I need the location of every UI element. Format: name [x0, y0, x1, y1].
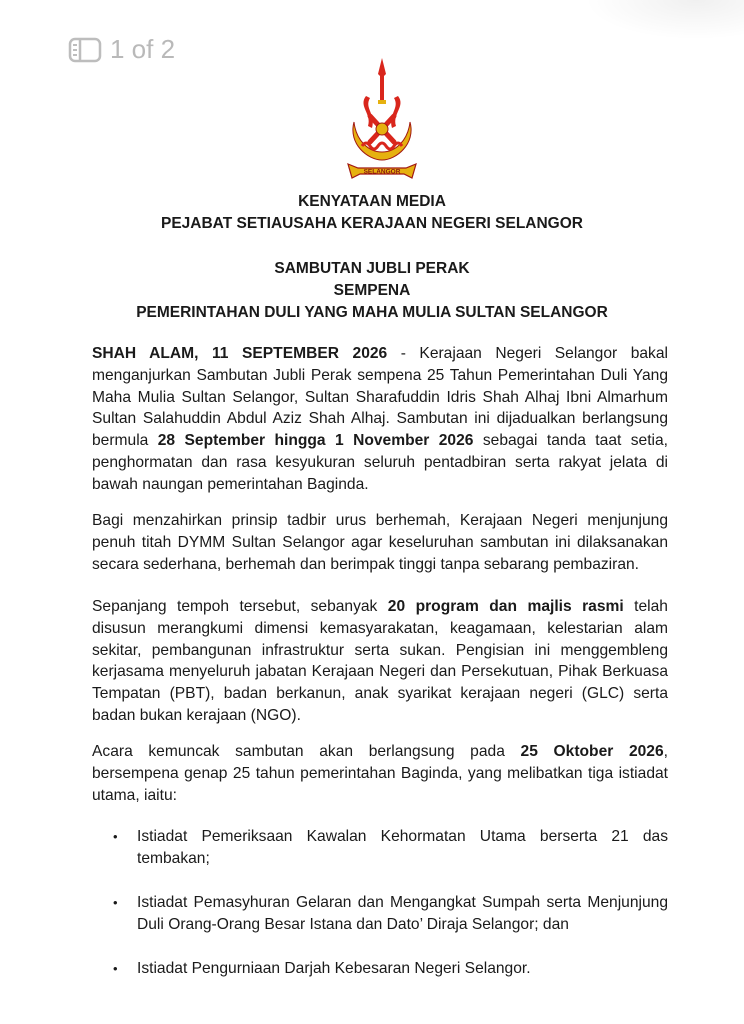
paragraph-4-text-a: Acara kemuncak sambutan akan berlangsung pada	[92, 743, 521, 760]
paragraph-3-text-a: Sepanjang tempoh tersebut, sebanyak	[92, 598, 388, 615]
ceremony-list	[92, 826, 668, 1002]
list-item-text: Istiadat Pemasyhuran Gelaran dan Mengangkat Sumpah serta Menjunjung Duli Orang-Orang Besar Istana dan Dato’ Diraja Selangor; dan	[137, 894, 668, 933]
dateline: SHAH ALAM, 11 SEPTEMBER 2026	[92, 345, 388, 362]
crest-banner-text: SELANGOR	[363, 168, 401, 176]
media-statement-heading	[0, 191, 744, 235]
corner-shadow	[584, 0, 744, 40]
list-item	[92, 958, 668, 980]
list-item	[92, 892, 668, 936]
list-item	[92, 826, 668, 870]
paragraph-2: Bagi menzahirkan prinsip tadbir urus berhemah, Kerajaan Negeri menjunjung penuh titah DYMM Sultan Selangor agar keseluruhan sambutan ini dilaksanakan secara sederhana, berhemah dan berimpak tinggi tanpa sebarang pembaziran.	[92, 512, 668, 573]
bullet-icon: •	[113, 961, 118, 976]
paragraph-3	[92, 596, 668, 727]
paragraph-4	[92, 741, 668, 806]
program-count: 20 program dan majlis rasmi	[387, 598, 624, 615]
bullet-icon: •	[113, 829, 118, 844]
paragraph-4-text-b: , bersempena genap 25 tahun pemerintahan Baginda, yang melibatkan tiga istiadat utama, iaitu:	[92, 743, 668, 804]
paragraph-1-text-b: sebagai tanda taat setia, penghormatan dan rasa kesyukuran seluruh pentadbiran serta rakyat jelata di bawah naungan pemerintahan Baginda.	[92, 432, 668, 493]
bullet-icon: •	[113, 895, 118, 910]
climax-date: 25 Oktober 2026	[520, 743, 664, 760]
selangor-crest-icon	[338, 56, 426, 186]
heading-line-1: KENYATAAN MEDIA	[298, 193, 446, 210]
page-view-icon	[68, 37, 102, 63]
subject-line-1: SAMBUTAN JUBLI PERAK	[274, 260, 470, 277]
page-indicator[interactable]	[68, 34, 175, 65]
heading-line-2: PEJABAT SETIAUSAHA KERAJAAN NEGERI SELANGOR	[161, 215, 583, 232]
list-item-text: Istiadat Pengurniaan Darjah Kebesaran Negeri Selangor.	[137, 960, 531, 977]
subject-heading	[0, 258, 744, 324]
paragraph-3-text-b: telah disusun merangkumi dimensi kemasyarakatan, keagamaan, kelestarian alam sekitar, pembangunan infrastruktur serta sukan. Pengisian ini menggembleng kerjasama menyeluruh jabatan Kerajaan Negeri dan Persekutuan, Pihak Berkuasa Tempatan (PBT), badan berkanun, anak syarikat kerajaan negeri (GLC) serta badan bukan kerajaan (NGO).	[92, 598, 668, 724]
page-indicator-label: 1 of 2	[110, 34, 176, 64]
list-item-text: Istiadat Pemeriksaan Kawalan Kehormatan Utama berserta 21 das tembakan;	[137, 828, 668, 867]
paragraph-1	[92, 343, 668, 496]
subject-line-3: PEMERINTAHAN DULI YANG MAHA MULIA SULTAN SELANGOR	[136, 304, 608, 321]
event-dates: 28 September hingga 1 November 2026	[157, 432, 474, 450]
paragraph-1-text-a: - Kerajaan Negeri Selangor bakal menganjurkan Sambutan Jubli Perak sempena 25 Tahun Pemerintahan Duli Yang Maha Mulia Sultan Selangor, Sultan Sharafuddin Idris Shah Alhaj Ibni Almarhum Sultan Salahuddin Abdul Aziz Shah Alhaj. Sambutan ini dijadualkan berlangsung bermula	[92, 345, 668, 450]
subject-line-2: SEMPENA	[333, 282, 411, 299]
